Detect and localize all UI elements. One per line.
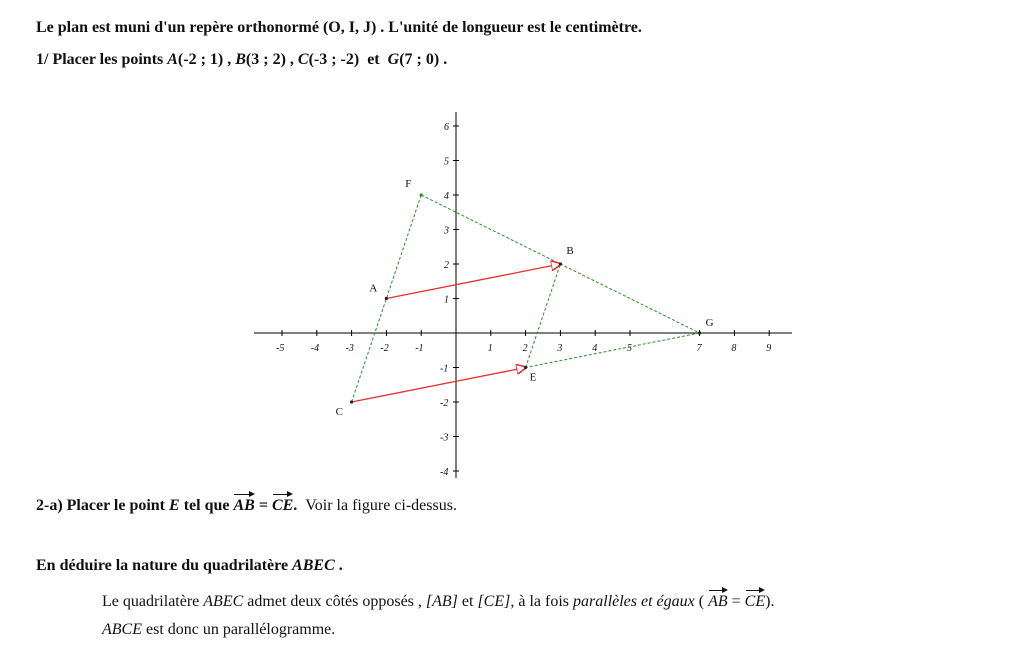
answer-segment-ce: [CE] (477, 593, 511, 610)
q1-point-b: B (235, 51, 246, 68)
y-tick-label: 1 (444, 294, 449, 306)
y-tick-label: -3 (440, 432, 449, 444)
x-tick-label: 5 (627, 343, 632, 354)
point-g-label: G (705, 317, 714, 329)
point-c-dot (350, 400, 353, 403)
point-a-label: A (369, 282, 378, 295)
x-tick-label: 8 (731, 343, 737, 354)
q2a-tel-que: tel que (183, 497, 230, 514)
deduce-question (36, 556, 343, 576)
q1-point-a-coords: (-2 ; 1) , (177, 51, 232, 68)
deduce-quad-name: ABEC (292, 557, 335, 574)
x-tick-label: -3 (345, 343, 354, 354)
answer-text-2: , à la fois (510, 593, 570, 610)
q1-label: 1/ Placer les points (36, 51, 164, 68)
y-tick-label: -4 (440, 467, 449, 478)
answer-vector-ce: CE (745, 588, 765, 612)
answer-conclusion: est donc un parallélogramme. (146, 621, 336, 638)
point-g-dot (698, 331, 701, 334)
point-e-label: E (529, 371, 537, 384)
q1-point-a: A (167, 51, 178, 68)
dashed-segment-eb (526, 264, 561, 368)
answer-line-2 (102, 620, 335, 640)
q2a-vector-ce: CE (272, 492, 293, 516)
point-b-label: B (566, 245, 574, 257)
point-a-dot (385, 297, 388, 300)
point-c-label: C (335, 406, 343, 418)
q2a-label: 2-a) Placer le point (36, 497, 166, 514)
q2a-point-e: E (169, 497, 180, 514)
y-tick-label: 5 (444, 156, 449, 168)
q2a-equals: = (258, 497, 268, 514)
y-tick-label: 6 (444, 122, 449, 133)
q2a-note: Voir la figure ci-dessus. (305, 497, 457, 514)
q1-point-b-coords: (3 ; 2) , (245, 51, 294, 68)
answer-close-paren: ). (765, 593, 775, 610)
answer-intro: Le quadrilatère (102, 593, 200, 610)
answer-parallelogram-name: ABCE (102, 621, 142, 638)
answer-quad-name: ABEC (203, 593, 244, 610)
point-f-dot (420, 193, 423, 196)
x-tick-label: 4 (592, 343, 598, 354)
y-tick-label: -1 (440, 363, 449, 375)
vector-ab (386, 264, 560, 299)
x-tick-label: 1 (487, 343, 493, 354)
answer-segment-ab: [AB] (425, 593, 458, 610)
vector-ce (352, 368, 526, 403)
answer-vector-ab: AB (708, 588, 728, 612)
answer-emphasis: parallèles et égaux (573, 593, 695, 610)
x-tick-label: 2 (522, 343, 528, 354)
point-b-dot (559, 262, 562, 265)
q1-point-c-coords: (-3 ; -2) (308, 51, 360, 68)
y-tick-label: 4 (444, 191, 449, 202)
q1-point-c: C (297, 51, 309, 68)
answer-text: admet deux côtés opposés , (247, 593, 422, 610)
answer-line-1 (102, 588, 774, 612)
answer-equals: = (731, 593, 741, 610)
q1-conj: et (367, 51, 380, 68)
x-tick-label: -4 (310, 343, 320, 354)
dashed-segment-ge (526, 333, 700, 368)
q2a-dot: . (293, 497, 298, 514)
q1-point-g-coords: (7 ; 0) . (399, 51, 448, 68)
deduce-label: En déduire la nature du quadrilatère (36, 557, 289, 574)
question-2a (36, 492, 457, 516)
q2a-vector-ab: AB (233, 492, 254, 516)
y-tick-label: 2 (444, 260, 449, 271)
intro-text: Le plan est muni d'un repère orthonormé (O, I, J) . L'unité de longueur est le centimètre. (36, 19, 642, 36)
x-tick-label: 9 (766, 343, 772, 354)
point-f-label: F (405, 178, 412, 190)
point-e-dot (524, 366, 527, 369)
x-tick-label: 3 (557, 343, 563, 354)
x-tick-label: -5 (276, 343, 285, 354)
y-tick-label: 3 (444, 225, 449, 237)
x-tick-label: -2 (380, 343, 389, 354)
y-tick-label: -2 (440, 398, 449, 409)
answer-conj: et (461, 593, 474, 610)
deduce-dot: . (338, 557, 343, 574)
x-tick-label: -1 (415, 343, 424, 354)
x-tick-label: 7 (696, 343, 702, 354)
q1-point-g: G (387, 51, 400, 68)
answer-open-paren: ( (698, 593, 705, 610)
